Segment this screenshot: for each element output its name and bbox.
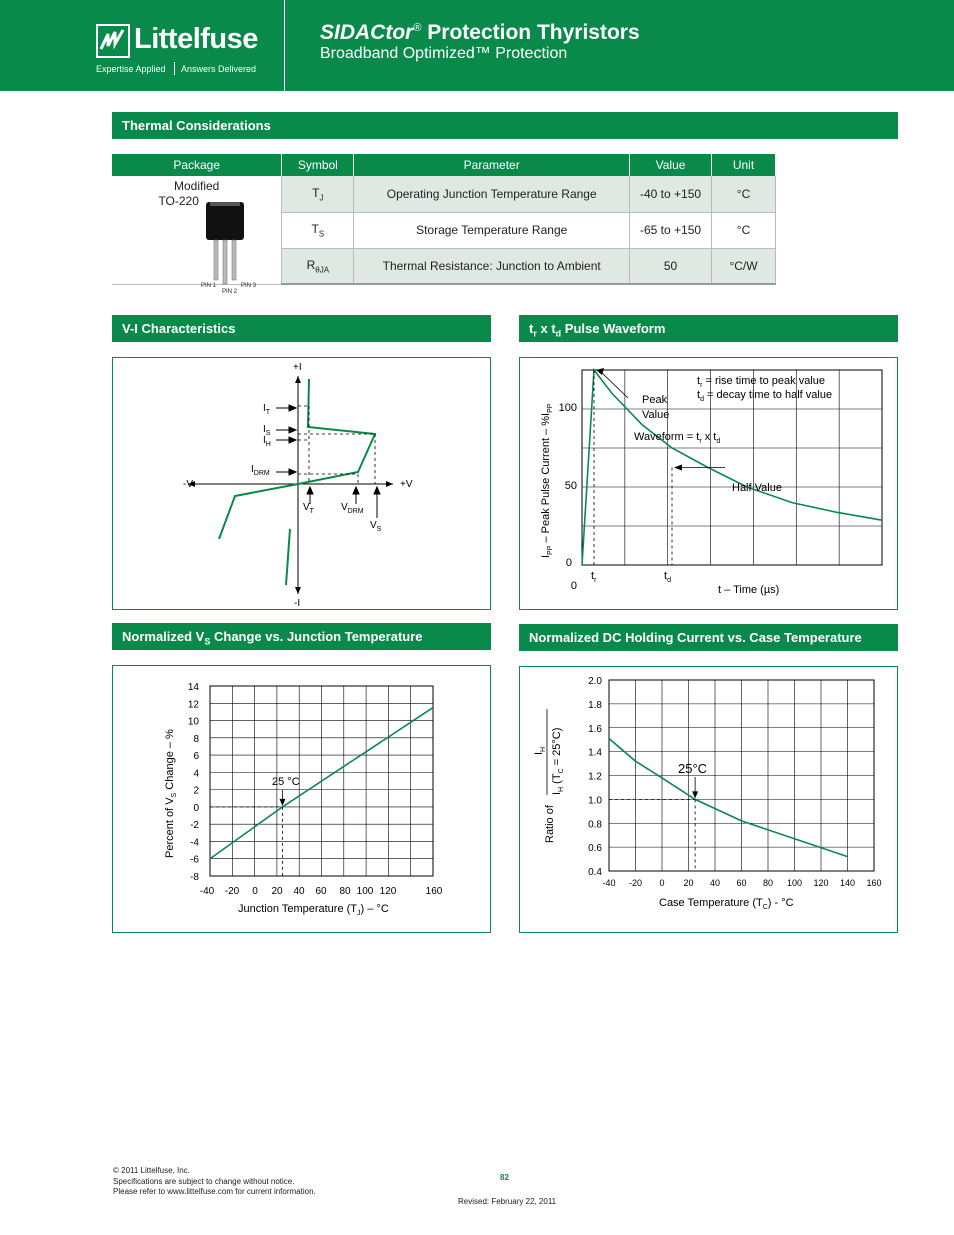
x-tick-label: 80	[762, 878, 774, 888]
x-tick-label: 140	[839, 878, 856, 888]
is-label: $I_S$	[263, 424, 271, 437]
vs-heading-sub: S	[204, 636, 211, 647]
vi-diagram	[113, 358, 490, 609]
brand-name: Littelfuse	[134, 23, 258, 55]
y-tick-label: 100	[558, 402, 577, 414]
page-number: 82	[500, 1173, 509, 1182]
waveform-sub2: d	[716, 438, 721, 445]
holding-num-i: I	[533, 751, 545, 755]
vs-ylabel-a: Percent of V	[164, 797, 176, 858]
tr-sub: r	[594, 577, 597, 584]
legend-tr	[697, 375, 825, 389]
y-tick-label: 12	[187, 699, 199, 711]
x-tick-label: 20	[271, 886, 283, 897]
symbol-text: T	[311, 221, 319, 236]
idrm-sub: DRM	[253, 470, 270, 477]
holding-ylabel-numerator	[533, 747, 547, 755]
holding-xlabel-sub: C	[762, 904, 768, 911]
holding-x-axis-title	[659, 897, 794, 911]
company-logo	[96, 20, 276, 80]
package-type: TO-220	[158, 194, 199, 208]
package-name: Modified	[174, 179, 220, 193]
symbol-sub: θJA	[315, 264, 330, 274]
ylabel-sub2: PP	[547, 403, 554, 413]
legend-td-rest: = decay time to half value	[703, 389, 833, 401]
y-tick-label: 1.8	[588, 699, 602, 711]
x-tick-label: 0	[659, 878, 665, 888]
it-sub: T	[265, 409, 271, 416]
holding-ylabel-ratio: Ratio of	[544, 805, 556, 843]
half-value-label: Half Value	[732, 482, 782, 494]
vs-panel	[112, 665, 491, 933]
x-tick-label: 20	[683, 878, 694, 888]
y-tick-label: 4	[193, 768, 199, 780]
pulse-heading-rest: Pulse Waveform	[561, 321, 666, 336]
parameter-cell: Operating Junction Temperature Range	[354, 176, 630, 212]
y-tick-label: -8	[190, 872, 199, 883]
pulse-heading-x: x t	[536, 321, 556, 336]
footer-copyright: © 2011 Littelfuse, Inc.	[113, 1166, 190, 1175]
y-tick-label: 0.4	[588, 867, 602, 878]
holding-den-i: I	[551, 791, 563, 795]
y-tick-label: 0	[193, 802, 199, 814]
y-tick-label: 10	[187, 716, 199, 728]
td-label	[664, 570, 671, 584]
vs-x-axis-title	[238, 903, 389, 917]
holding-xlabel-a: Case Temperature (T	[659, 897, 763, 909]
x-tick-label: 40	[293, 886, 305, 897]
y-tick-label: 0	[565, 557, 572, 569]
symbol-sub: J	[319, 192, 324, 202]
x-tick-label: -20	[224, 886, 240, 897]
plus-i-label: +I	[293, 362, 302, 373]
vs-ylabel-sub: S	[171, 792, 178, 798]
vi-curve-positive	[298, 379, 375, 484]
vs-heading	[112, 623, 491, 650]
col-package: Package	[112, 154, 282, 176]
unit-cell: °C	[712, 212, 776, 248]
x-tick-label: 60	[736, 878, 747, 888]
v-axis-right-arrow	[386, 481, 393, 487]
td-text: t	[664, 570, 668, 582]
ylabel-sub: PP	[547, 545, 554, 555]
x-tick-label: 80	[339, 886, 351, 897]
x-tick-label: 120	[813, 878, 829, 888]
x-tick-label: -40	[602, 878, 616, 888]
i-axis-bottom-arrow	[295, 587, 301, 594]
ih-sub: H	[265, 441, 271, 448]
vs-annotation: 25 °C	[272, 776, 300, 788]
page-header	[0, 0, 954, 91]
symbol-cell	[282, 176, 354, 212]
legend-td	[697, 389, 832, 403]
x-tick-label: -20	[628, 878, 643, 888]
y-tick-label: 1.2	[588, 771, 602, 783]
vs-xlabel-a: Junction Temperature (T	[238, 903, 358, 915]
y-tick-label: 2.0	[588, 676, 602, 687]
ih-label: $I_H$	[263, 435, 271, 448]
x-tick-label: 60	[315, 886, 327, 897]
revision-date: Revised: February 22, 2011	[458, 1197, 557, 1206]
title-rest: Protection Thyristors	[421, 21, 640, 44]
pulse-heading	[519, 315, 898, 342]
thermal-heading: Thermal Considerations	[112, 112, 898, 139]
legend-tr-rest: = rise time to peak value	[702, 375, 825, 387]
footer-notice: Specifications are subject to change without notice.	[113, 1176, 295, 1186]
holding-grid	[588, 676, 881, 888]
i-axis-top-arrow	[295, 376, 301, 383]
vs-grid	[188, 682, 443, 897]
y-tick-label: 50	[564, 480, 577, 492]
pulse-heading-t: t	[529, 321, 534, 336]
y-tick-label: 14	[187, 682, 199, 693]
vs-xlabel-sub: J	[357, 910, 361, 917]
symbol-text: R	[306, 257, 316, 272]
holding-xlabel-rest: ) - °C	[767, 897, 794, 909]
is-sub: S	[265, 430, 271, 437]
vdrm-sub: DRM	[347, 508, 364, 515]
x-axis-title: t – Time (µs)	[718, 584, 780, 596]
footer-refer: Please refer to www.littelfuse.com for current information.	[113, 1187, 316, 1196]
pin2-label: PIN 2	[222, 289, 238, 295]
pulse-panel	[519, 357, 898, 610]
value-cell: -40 to +150	[630, 176, 712, 212]
col-value: Value	[630, 154, 712, 176]
waveform-sub1: r	[699, 438, 702, 445]
legend-td-t: t	[697, 389, 701, 401]
plus-v-label: +V	[400, 479, 413, 490]
holding-panel	[519, 666, 898, 933]
vi-panel	[112, 357, 491, 610]
y-tick-label: 0.8	[588, 819, 602, 831]
parameter-cell: Thermal Resistance: Junction to Ambient	[354, 248, 630, 284]
x-tick-label: -40	[199, 886, 215, 897]
header-divider	[284, 0, 285, 91]
unit-cell: °C	[712, 176, 776, 212]
y-tick-label: 2	[193, 785, 199, 797]
y-tick-label: 1.6	[588, 723, 602, 735]
holding-chart	[520, 667, 897, 932]
vdrm-label: $V_{DRM}$	[341, 502, 364, 515]
vs-xlabel-rest: ) – °C	[360, 903, 389, 915]
x-tick-label: 100	[786, 878, 803, 888]
littelfuse-logo-icon	[96, 24, 130, 58]
tr-label	[591, 570, 597, 584]
legend-tr-t: t	[697, 375, 701, 387]
y-tick-label: 6	[193, 751, 199, 763]
vs-chart	[113, 666, 490, 932]
symbol-cell	[282, 248, 354, 284]
holding-den-sub: H	[558, 786, 565, 792]
td-sub: d	[667, 577, 671, 584]
x-tick-label: 100	[356, 886, 374, 897]
symbol-text: T	[312, 185, 320, 200]
vs-sub: S	[376, 526, 382, 533]
holding-num-sub: H	[540, 746, 547, 752]
y-tick-label: 1.0	[588, 795, 602, 807]
unit-cell: °C/W	[712, 248, 776, 284]
footer-notes	[113, 1166, 316, 1198]
y-axis-title	[540, 403, 554, 558]
vi-heading: V-I Characteristics	[112, 315, 491, 342]
package-cell	[112, 176, 282, 295]
title-italic: SIDACtor	[320, 21, 414, 44]
vs-heading-rest: Change vs. Junction Temperature	[210, 629, 423, 644]
value-cell: -65 to +150	[630, 212, 712, 248]
value-label: Value	[642, 409, 670, 421]
vt-sub: T	[309, 508, 314, 515]
pin1-label: PIN 1	[201, 283, 217, 289]
it-label: $I_T$	[263, 403, 271, 416]
x-tick-label: 0	[252, 886, 258, 897]
table-row	[112, 176, 776, 212]
vs-heading-a: Normalized V	[122, 629, 205, 644]
holding-den-sub2: C	[558, 768, 565, 774]
col-symbol: Symbol	[282, 154, 354, 176]
pulse-heading-r: r	[533, 328, 537, 339]
table-header-row	[112, 154, 776, 176]
vs-y-axis-title	[164, 729, 178, 858]
minus-v-label: -V	[183, 479, 193, 490]
pulse-heading-d: d	[555, 328, 562, 339]
tr-text: t	[591, 570, 595, 582]
title-registered: ®	[413, 22, 422, 34]
y-tick-label: -6	[190, 854, 199, 866]
col-parameter: Parameter	[354, 154, 630, 176]
waveform-text: Waveform = t	[634, 431, 700, 443]
symbol-cell	[282, 212, 354, 248]
x-tick-label: 160	[425, 886, 443, 897]
vt-label: $V_T$	[303, 502, 314, 515]
tagline-left: Expertise Applied	[96, 64, 166, 74]
value-cell: 50	[630, 248, 712, 284]
x-tick-label: 120	[379, 886, 397, 897]
tagline-divider	[174, 62, 175, 75]
x-zero-label: 0	[570, 580, 577, 592]
pin3-label: PIN 3	[241, 283, 257, 289]
page-subtitle: Broadband Optimized™ Protection	[320, 45, 568, 62]
peak-label: Peak	[642, 394, 668, 406]
vi-curve-negative	[219, 484, 298, 539]
parameter-cell: Storage Temperature Range	[354, 212, 630, 248]
tagline-right: Answers Delivered	[181, 64, 257, 74]
vs-label: $V_S$	[370, 520, 382, 533]
ylabel-rest: – Peak Pulse Current – %I	[540, 412, 552, 546]
thermal-table	[112, 154, 776, 295]
vs-ylabel-rest: Change – %	[164, 729, 176, 793]
ylabel-i: I	[540, 554, 552, 558]
to220-package-icon	[200, 202, 260, 287]
y-tick-label: -2	[190, 820, 199, 832]
legend-tr-sub: r	[700, 382, 703, 389]
holding-heading: Normalized DC Holding Current vs. Case Temperature	[519, 624, 898, 651]
x-tick-label: 160	[866, 878, 882, 888]
y-tick-label: 8	[193, 733, 199, 745]
page-title	[320, 21, 640, 45]
y-tick-label: -4	[190, 837, 199, 849]
holding-den-rest: = 25°C)	[551, 727, 563, 769]
waveform-label	[634, 431, 720, 445]
holding-den-mid: (T	[551, 773, 563, 787]
col-unit: Unit	[712, 154, 776, 176]
holding-curve	[609, 738, 848, 856]
waveform-mid: x t	[701, 431, 717, 443]
vi-curve-negative-on	[286, 529, 290, 585]
symbol-sub: S	[318, 229, 325, 239]
minus-i-label: -I	[294, 598, 301, 609]
legend-td-sub: d	[700, 396, 704, 403]
half-arrowhead	[674, 465, 682, 471]
y-tick-label: 1.4	[588, 747, 602, 759]
x-tick-label: 40	[709, 878, 721, 888]
holding-ylabel-denominator	[551, 728, 565, 795]
holding-annotation: 25°C	[678, 761, 708, 776]
idrm-label: $I_{DRM}$	[251, 464, 270, 477]
pulse-chart	[520, 358, 897, 609]
y-tick-label: 0.6	[588, 843, 602, 855]
